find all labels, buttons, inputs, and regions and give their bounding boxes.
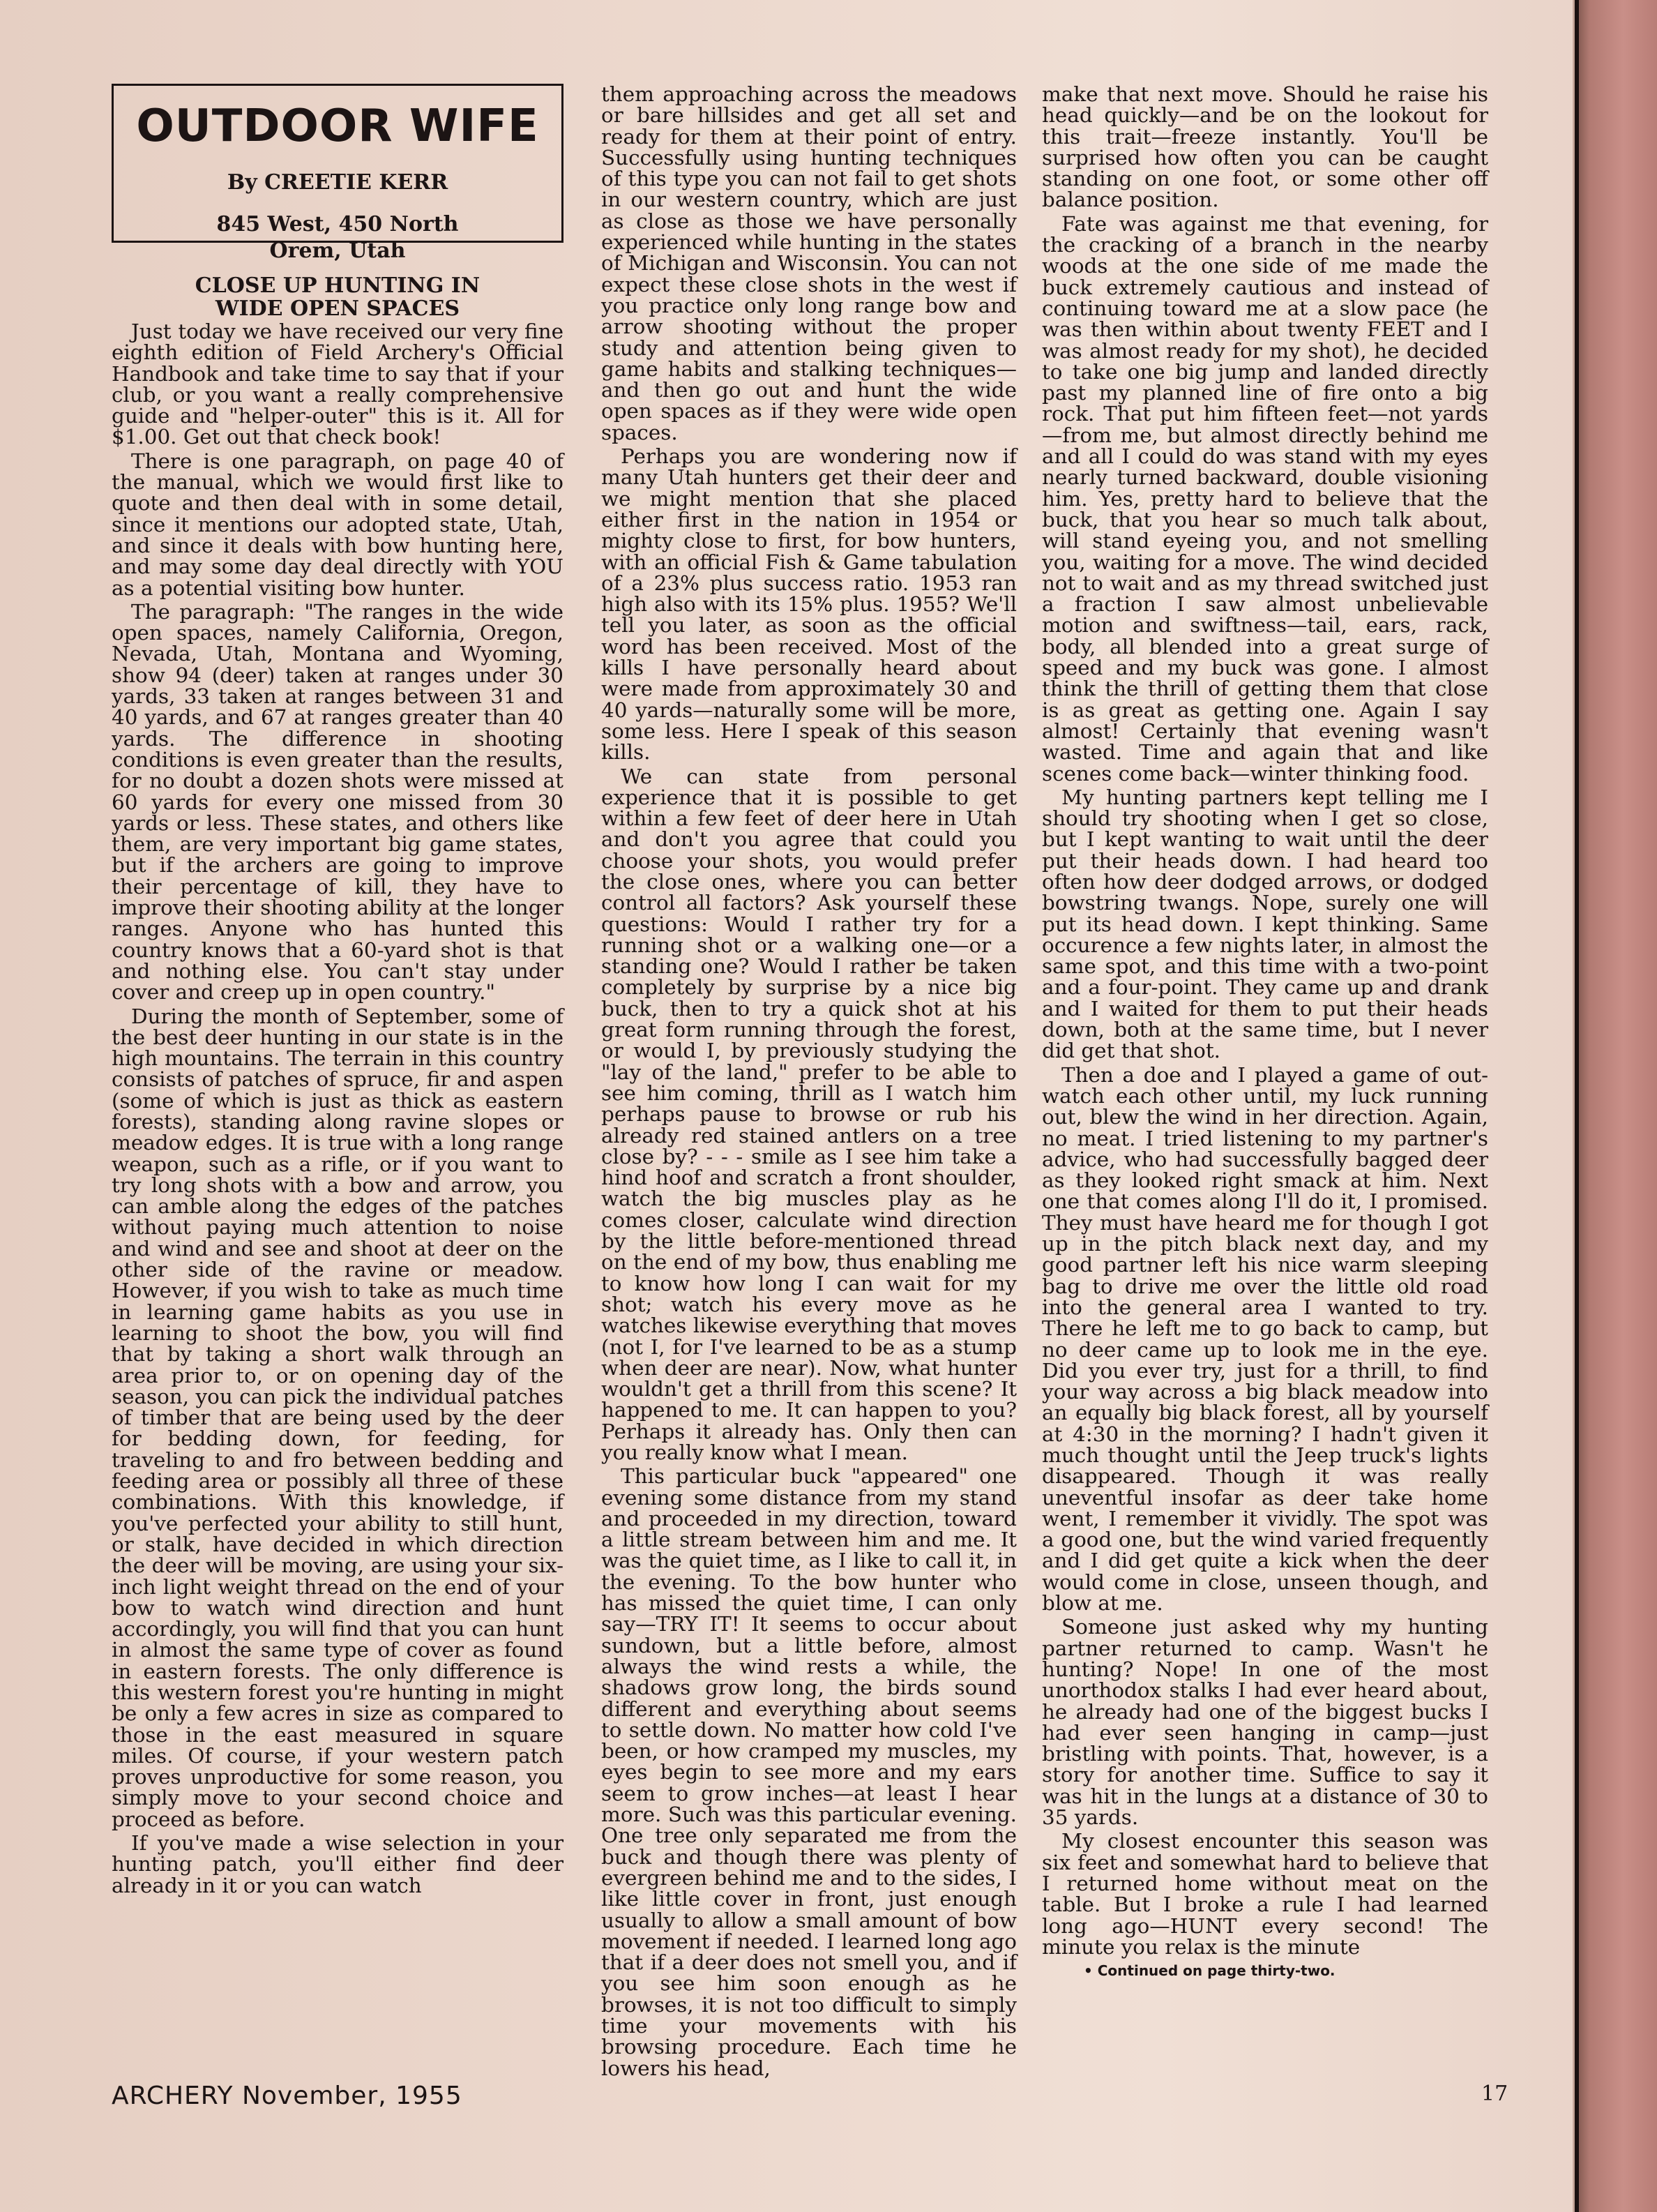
binding-gutter-line	[1575, 0, 1579, 2212]
paragraph: Perhaps you are wondering now if many Utah hunters get their deer and we might mention that she placed either first in the nation in 1954 or mighty close to first, for bow hunters, with an official Fish & Game tabulation of a 23% plus success ratio. 1953 ran high also with its 15% plus. 1955? We'll tell you later, as soon as the official word has been received. Most of the kills I have personally heard about were made from approximately 30 and 40 yards—naturally some will be more, some less. Here I speak of this season kills.	[601, 444, 1017, 765]
paragraph: them approaching across the meadows or bare hillsides and get all set and ready for them at their point of entry. Successfully using hunting techniques of this type you can not fail to get shots in our western country, which are just as close as those we have personally experienced while hunting in the states of Michigan and Wisconsin. You can not expect these close shots in the west if you practice only long range bow and arrow shooting without the proper study and attention being given to game habits and stalking techniques—and then go out and hunt the wide open spaces as if they were wide open spaces.	[601, 82, 1017, 444]
paragraph: make that next move. Should he raise his head quickly—and be on the lookout for this trait—freeze instantly. You'll be surprised how often you can be caught standing on one foot, or some other off balance position.	[1042, 82, 1488, 212]
publication-footer: ARCHERY November, 1955	[112, 2082, 462, 2110]
page-binding-edge	[1573, 0, 1657, 2212]
article-headline-line2: WIDE OPEN SPACES	[215, 296, 460, 321]
column-1	[112, 84, 563, 1899]
paragraph: Someone just asked why my hunting partner returned to camp. Wasn't he hunting? Nope! In one of the most unorthodox stalks I had ever heard about, he already had one of the biggest bucks I had ever seen hanging in camp—just bristling with points. That, however, is a story for another time. Suffice to say it was hit in the lungs at a distance of 30 to 35 yards.	[1042, 1615, 1488, 1830]
continued-note: • Continued on page thirty-two.	[1084, 1962, 1336, 1980]
paragraph: During the month of September, some of the best deer hunting in our state is in the high mountains. The terrain in this country consists of patches of spruce, fir and aspen (some of which is just as thick as eastern forests), standing along ravine slopes or meadow edges. It is true with a long range weapon, such as a rifle, or if you want to try long shots with a bow and arrow, you can amble along the edges of the patches without paying much attention to noise and wind and see and shoot at deer on the other side of the ravine or meadow. However, if you wish to take as much time in learning game habits as you use in learning to shoot the bow, you will find that by taking a short walk through an area prior to, or on opening day of the season, you can pick the individual patches of timber that are being used by the deer for bedding down, for feeding, for traveling to and fro between bedding and feeding area or possibly all three of these combinations. With this knowledge, if you've perfected your ability to still hunt, or stalk, have decided in which direction the deer will be moving, are using your six-inch light weight thread on the end of your bow to watch wind direction and hunt accordingly, you will find that you can hunt in almost the same type of cover as found in eastern forests. The only difference is this western forest you're hunting in might be only a few acres in size as compared to those in the east measured in square miles. Of course, if your western patch proves unproductive for some reason, you simply move to your second choice and proceed as before.	[112, 1004, 563, 1831]
column-3	[1042, 84, 1488, 1980]
column-2	[601, 84, 1017, 2082]
paragraph: Fate was against me that evening, for the cracking of a branch in the nearby woods at the one side of me made the buck extremely cautious and instead of continuing toward me at a slow pace (he was then within about twenty FEET and I was almost ready for my shot), he decided to take one big jump and landed directly past my planned line of fire onto a big rock. That put him fifteen feet—not yards—from me, but almost directly behind me and all I could do was stand with my eyes nearly turned backward, double visioning him. Yes, pretty hard to believe that the buck, that you hear so much talk about, will stand eyeing you, and not smelling you, waiting for a move. The wind decided not to wait and as my thread switched just a fraction I saw almost unbelievable motion and swiftness—tail, ears, rack, body, all blended into a great surge of speed and my buck was gone. I almost think the thrill of getting them that close is as great as getting one. Again I say almost! Certainly that evening wasn't wasted. Time and again that and like scenes come back—winter thinking food.	[1042, 211, 1488, 785]
paragraph: The paragraph: "The ranges in the wide open spaces, namely California, Oregon, Nevada, Utah, Montana and Wyoming, show 94 (deer) taken at ranges under 30 yards, 33 taken at ranges between 31 and 40 yards, and 67 at ranges greater than 40 yards. The difference in shooting conditions is even greater than the results, for no doubt a dozen shots were missed at 60 yards for every one missed from 30 yards or less. These states, and others like them, are very important big game states, but if the archers are going to improve their percentage of kill, they have to improve their shooting ability at the longer ranges. Anyone who has hunted this country knows that a 60-yard shot is that and nothing else. You can't stay under cover and creep up in open country."	[112, 599, 563, 1005]
author-address-line2: Orem, Utah	[269, 239, 406, 263]
header-box	[112, 84, 563, 263]
article-headline-line1: CLOSE UP HUNTING IN	[195, 273, 481, 298]
paragraph: My hunting partners kept telling me I should try shooting when I get so close, but I kept wanting to wait until the deer put their heads down. I had heard too often how deer dodged arrows, or dodged bowstring twangs. Nope, surely one will put its head down. I kept thinking. Same occurence a few nights later, in almost the same spot, and this time with a two-point and a four-point. They came up and drank and I waited for them to put their heads down, both at the same time, but I never did get that shot.	[1042, 785, 1488, 1063]
column-title: OUTDOOR WIFE	[136, 100, 539, 152]
paragraph: This particular buck "appeared" one evening some distance from my stand and proceeded in my direction, toward a little stream between him and me. It was the quiet time, as I like to call it, in the evening. To the bow hunter who has missed the quiet time, I can only say—TRY IT! It seems to occur about sundown, but a little before, almost always the wind rests a while, the shadows grow long, the birds sound different and everything about seems to settle down. No matter how cold I've been, or how cramped my muscles, my eyes begin to see more and my ears seem to grow inches—at least I hear more. Such was this particular evening. One tree only separated me from the buck and though there was plenty of evergreen behind me and to the sides, I like little cover in front, just enough usually to allow a small amount of bow movement if needed. I learned long ago that if a deer does not smell you, and if you see him soon enough as he browses, it is not too difficult to simply time your movements with his browsing procedure. Each time he lowers his head,	[601, 1464, 1017, 2080]
byline: By CREETIE KERR	[227, 170, 448, 195]
paragraph: Just today we have received our very fine eighth edition of Field Archery's Official Handbook and take time to say that if your club, or you want a really comprehensive guide and "helper-outer" this is it. All for $1.00. Get out that check book!	[112, 319, 563, 449]
paragraph: If you've made a wise selection in your hunting patch, you'll either find deer already in it or you can watch	[112, 1831, 563, 1897]
paragraph: We can state from personal experience that it is possible to get within a few feet of deer here in Utah and don't you agree that could you choose your shots, you would prefer the close ones, where you can better control all factors? Ask yourself these questions: Would I rather try for a running shot or a walking one—or a standing one? Would I rather be taken completely by surprise by a nice big buck, then to try a quick shot at his great form running through the forest, or would I, by previously studying the "lay of the land," prefer to be able to see him coming, thrill as I watch him perhaps pause to browse or rub his already red stained antlers on a tree close by? - - - smile as I see him take a hind hoof and scratch a front shoulder, watch the big muscles play as he comes closer, calculate wind direction by the little before-mentioned thread on the end of my bow, thus enabling me to know how long I can wait for my shot; watch his every move as he watches likewise everything that moves (not I, for I've learned to be as a stump when deer are near). Now, what hunter wouldn't get a thrill from this scene? It happened to me. It can happen to you? Perhaps it already has. Only then can you really know what I mean.	[601, 764, 1017, 1464]
author-address-line1: 845 West, 450 North	[216, 212, 459, 236]
paragraph: Then a doe and I played a game of out-watch each other until, my luck running out, blew the wind in her direction. Again, no meat. I tried listening to my partner's advice, who had successfully bagged deer as they looked right smack at him. Next one that comes along I'll do it, I promised. They must have heard me for though I got up in the pitch black next day, and my good partner left his nice warm sleeping bag to drive me over the little old road into the general area I wanted to try. There he left me to go back to camp, but no deer came up to look me in the eye. Did you ever try, just for a thrill, to find your way across a big black meadow into an equally big black forest, all by yourself at 4:30 in the morning? I hadn't given it much thought until the Jeep truck's lights disappeared. Though it was really uneventful insofar as deer take home went, I remember it vividly. The spot was a good one, but the wind varied frequently and I did get quite a kick when the deer would come in close, unseen though, and blow at me.	[1042, 1062, 1488, 1616]
page-number: 17	[1481, 2082, 1508, 2106]
paragraph: My closest encounter this season was six feet and somewhat hard to believe that I returned home without meat on the table. But I broke a rule I had learned long ago—HUNT every second! The minute you relax is the minute	[1042, 1829, 1488, 1959]
paragraph: There is one paragraph, on page 40 of the manual, which we would first like to quote and then deal with in some detail, since it mentions our adopted state, Utah, and since it deals with bow hunting here, and may some day deal directly with YOU as a potential visiting bow hunter.	[112, 449, 563, 600]
